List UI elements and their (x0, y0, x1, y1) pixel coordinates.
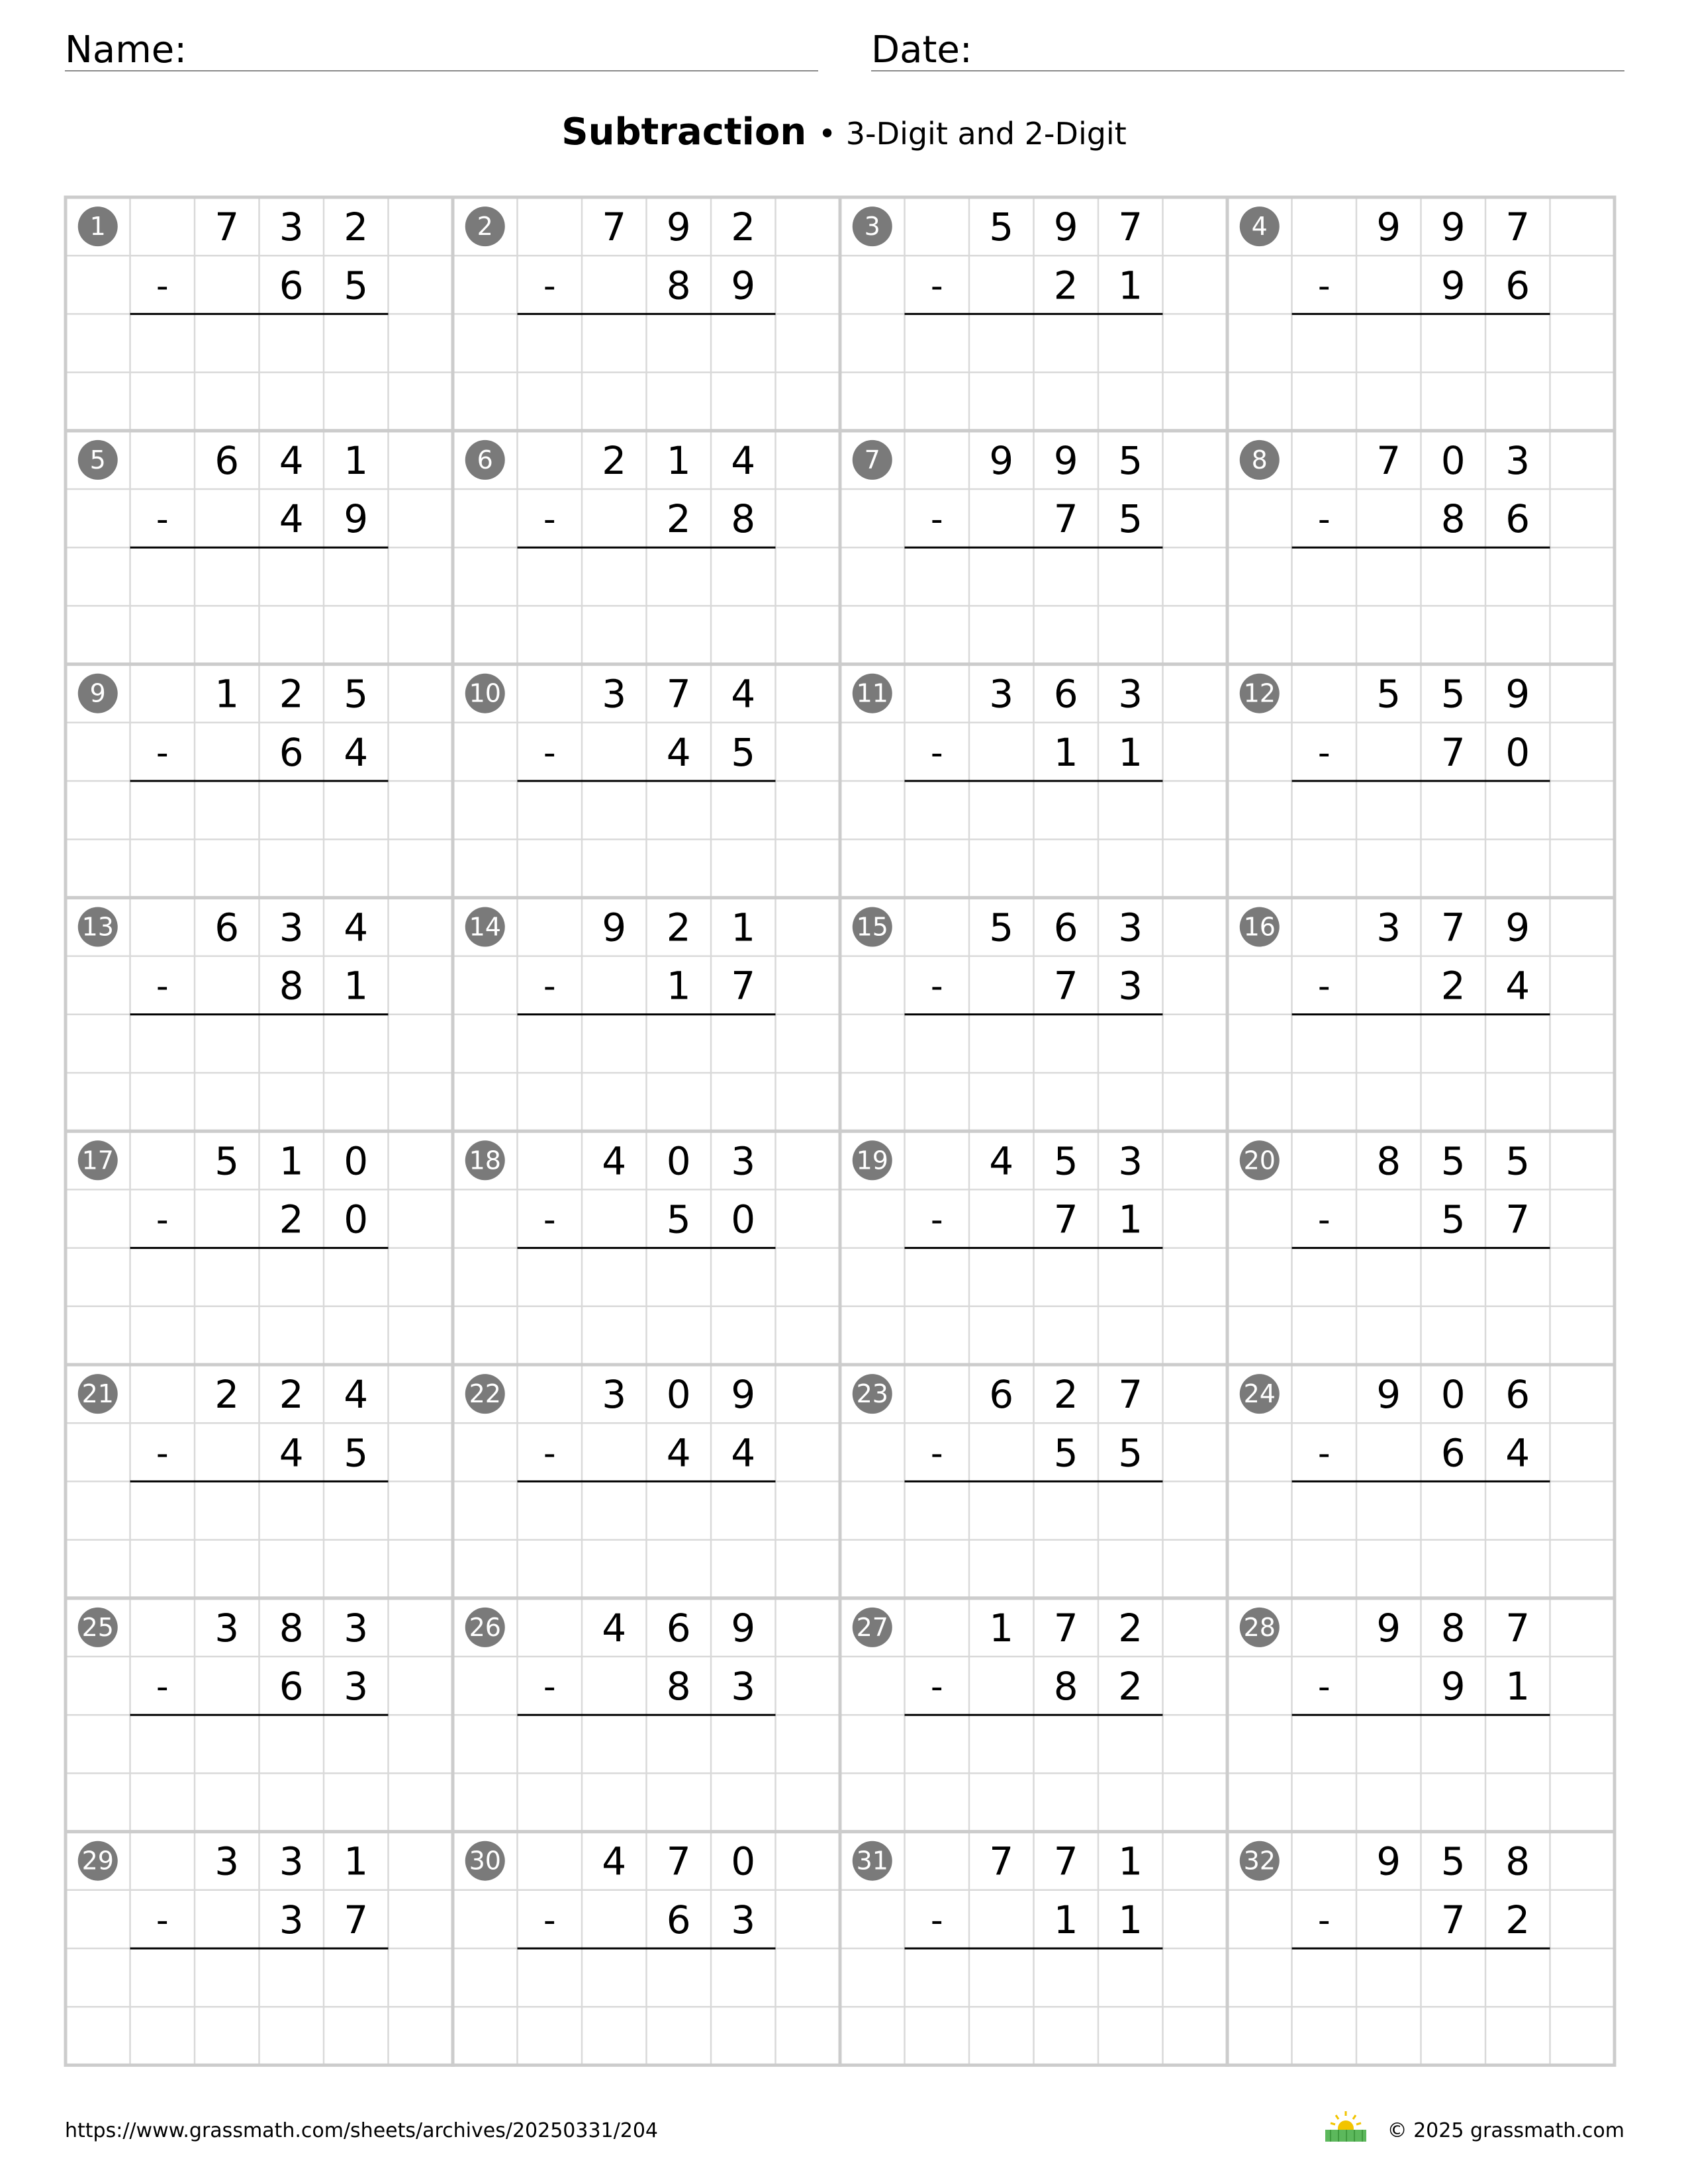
subtrahend-digit: 8 (1053, 1664, 1078, 1709)
minuend-digit: 5 (1440, 1839, 1466, 1884)
minus-sign: - (156, 966, 169, 1007)
problem-number: 19 (856, 1146, 888, 1175)
minuend-digit: 6 (1053, 671, 1078, 717)
minuend-digit: 2 (731, 205, 756, 250)
subtrahend-digit: 4 (279, 1430, 304, 1476)
minuend-digit: 5 (1440, 1138, 1466, 1184)
minuend-digit: 9 (1376, 1605, 1401, 1651)
minuend-digit: 7 (1053, 1605, 1078, 1651)
minuend-digit: 1 (666, 437, 691, 483)
subtrahend-digit: 6 (1440, 1430, 1466, 1476)
subtrahend-digit: 2 (1505, 1897, 1530, 1942)
subtrahend-digit: 7 (1053, 496, 1078, 542)
problem-number: 16 (1243, 912, 1276, 942)
problem-number: 1 (89, 212, 106, 242)
minuend-digit: 7 (1505, 205, 1530, 250)
minus-sign: - (156, 1900, 169, 1940)
minuend-digit: 5 (989, 205, 1014, 250)
minuend-digit: 4 (731, 437, 756, 483)
subtrahend-digit: 7 (1440, 1897, 1466, 1942)
minuend-digit: 3 (731, 1138, 756, 1184)
minus-sign: - (543, 1667, 556, 1707)
minuend-digit: 3 (214, 1839, 240, 1884)
subtrahend-digit: 2 (1053, 263, 1078, 308)
minuend-digit: 3 (1118, 905, 1143, 950)
subtrahend-digit: 3 (1118, 963, 1143, 1009)
problem-number: 32 (1243, 1846, 1276, 1876)
subtrahend-digit: 9 (1440, 1664, 1466, 1709)
minus-sign: - (930, 500, 943, 540)
minuend-digit: 4 (731, 671, 756, 717)
minuend-digit: 4 (344, 905, 369, 950)
minuend-digit: 3 (279, 905, 304, 950)
minuend-digit: 3 (1118, 1138, 1143, 1184)
minus-sign: - (1317, 1200, 1331, 1240)
minuend-digit: 5 (344, 671, 369, 717)
subtrahend-digit: 4 (1505, 1430, 1530, 1476)
minuend-digit: 1 (214, 671, 240, 717)
subtrahend-digit: 8 (666, 263, 691, 308)
name-label: Name: (65, 28, 187, 71)
subtrahend-digit: 0 (1505, 729, 1530, 775)
problem-number: 25 (81, 1612, 114, 1642)
problem-number: 23 (856, 1379, 888, 1409)
minuend-digit: 0 (666, 1138, 691, 1184)
minuend-digit: 7 (666, 671, 691, 717)
minuend-digit: 9 (1376, 205, 1401, 250)
subtrahend-digit: 5 (344, 1430, 369, 1476)
subtrahend-digit: 5 (344, 263, 369, 308)
problem-number: 29 (81, 1846, 114, 1876)
minuend-digit: 8 (1505, 1839, 1530, 1884)
subtrahend-digit: 4 (731, 1430, 756, 1476)
subtrahend-digit: 2 (1440, 963, 1466, 1009)
subtrahend-digit: 3 (731, 1897, 756, 1942)
subtrahend-digit: 6 (666, 1897, 691, 1942)
minuend-digit: 7 (1118, 205, 1143, 250)
problem-number: 20 (1243, 1146, 1276, 1175)
subtrahend-digit: 0 (731, 1197, 756, 1242)
problem-number: 31 (856, 1846, 888, 1876)
minus-sign: - (1317, 1900, 1331, 1940)
minus-sign: - (930, 1433, 943, 1474)
minus-sign: - (930, 1667, 943, 1707)
problem-number: 26 (469, 1612, 501, 1642)
minus-sign: - (156, 500, 169, 540)
minuend-digit: 2 (1118, 1605, 1143, 1651)
minuend-digit: 9 (1053, 437, 1078, 483)
minuend-digit: 7 (989, 1839, 1014, 1884)
problem-number: 13 (81, 912, 114, 942)
problem-number: 8 (1251, 445, 1268, 475)
subtrahend-digit: 1 (1118, 1197, 1143, 1242)
minus-sign: - (543, 1200, 556, 1240)
minuend-digit: 3 (1118, 671, 1143, 717)
subtrahend-digit: 7 (344, 1897, 369, 1942)
subtrahend-digit: 1 (1053, 1897, 1078, 1942)
minuend-digit: 9 (1505, 905, 1530, 950)
minus-sign: - (156, 733, 169, 773)
minuend-digit: 9 (1505, 671, 1530, 717)
problem-number: 3 (864, 212, 880, 242)
subtrahend-digit: 8 (279, 963, 304, 1009)
minus-sign: - (930, 966, 943, 1007)
problem-number: 6 (477, 445, 493, 475)
subtrahend-digit: 8 (1440, 496, 1466, 542)
minuend-digit: 5 (1376, 671, 1401, 717)
minuend-digit: 1 (344, 1839, 369, 1884)
subtrahend-digit: 1 (1053, 729, 1078, 775)
minuend-digit: 6 (214, 437, 240, 483)
minuend-digit: 4 (602, 1605, 627, 1651)
subtrahend-digit: 1 (344, 963, 369, 1009)
minus-sign: - (156, 1433, 169, 1474)
subtrahend-digit: 9 (344, 496, 369, 542)
minuend-digit: 3 (602, 671, 627, 717)
minuend-digit: 5 (214, 1138, 240, 1184)
minus-sign: - (156, 1200, 169, 1240)
problem-number: 18 (469, 1146, 501, 1175)
subtrahend-digit: 6 (279, 263, 304, 308)
minuend-digit: 9 (989, 437, 1014, 483)
problem-number: 15 (856, 912, 888, 942)
problem-number: 11 (856, 678, 888, 708)
problem-number: 22 (469, 1379, 501, 1409)
minuend-digit: 9 (602, 905, 627, 950)
minuend-digit: 5 (989, 905, 1014, 950)
minuend-digit: 4 (279, 437, 304, 483)
minus-sign: - (930, 1200, 943, 1240)
minuend-digit: 4 (344, 1372, 369, 1418)
problem-number: 17 (81, 1146, 114, 1175)
minuend-digit: 9 (731, 1372, 756, 1418)
minuend-digit: 6 (989, 1372, 1014, 1418)
minuend-digit: 1 (731, 905, 756, 950)
minuend-digit: 7 (1505, 1605, 1530, 1651)
problem-number: 12 (1243, 678, 1276, 708)
subtrahend-digit: 7 (1440, 729, 1466, 775)
minuend-digit: 9 (731, 1605, 756, 1651)
subtrahend-digit: 4 (279, 496, 304, 542)
problem-number: 21 (81, 1379, 114, 1409)
minuend-digit: 3 (279, 1839, 304, 1884)
subtrahend-digit: 6 (279, 1664, 304, 1709)
minuend-digit: 4 (989, 1138, 1014, 1184)
minuend-digit: 7 (666, 1839, 691, 1884)
minuend-digit: 7 (214, 205, 240, 250)
minus-sign: - (930, 266, 943, 306)
minuend-digit: 5 (1440, 671, 1466, 717)
minus-sign: - (156, 266, 169, 306)
subtrahend-digit: 7 (1505, 1197, 1530, 1242)
minuend-digit: 8 (1376, 1138, 1401, 1184)
minuend-digit: 6 (1053, 905, 1078, 950)
minuend-digit: 5 (1053, 1138, 1078, 1184)
date-label: Date: (871, 28, 972, 71)
problem-number: 27 (856, 1612, 888, 1642)
subtrahend-digit: 7 (1053, 1197, 1078, 1242)
minuend-digit: 0 (1440, 437, 1466, 483)
minuend-digit: 8 (1440, 1605, 1466, 1651)
minuend-digit: 0 (344, 1138, 369, 1184)
minus-sign: - (543, 733, 556, 773)
subtrahend-digit: 7 (1053, 963, 1078, 1009)
minuend-digit: 4 (602, 1839, 627, 1884)
minuend-digit: 7 (1376, 437, 1401, 483)
minuend-digit: 9 (1376, 1839, 1401, 1884)
subtrahend-digit: 3 (731, 1664, 756, 1709)
subtrahend-digit: 8 (731, 496, 756, 542)
minuend-digit: 2 (602, 437, 627, 483)
worksheet-subtitle: • 3-Digit and 2-Digit (818, 116, 1127, 152)
minuend-digit: 3 (1505, 437, 1530, 483)
minuend-digit: 1 (344, 437, 369, 483)
minuend-digit: 6 (214, 905, 240, 950)
subtrahend-digit: 2 (1118, 1664, 1143, 1709)
minuend-digit: 9 (1440, 205, 1466, 250)
subtrahend-digit: 6 (1505, 496, 1530, 542)
minuend-digit: 6 (1505, 1372, 1530, 1418)
minus-sign: - (930, 733, 943, 773)
problem-number: 2 (477, 212, 493, 242)
minuend-digit: 2 (666, 905, 691, 950)
subtrahend-digit: 1 (666, 963, 691, 1009)
minus-sign: - (156, 1667, 169, 1707)
minuend-digit: 2 (279, 671, 304, 717)
minuend-digit: 5 (1505, 1138, 1530, 1184)
problem-number: 24 (1243, 1379, 1276, 1409)
minuend-digit: 1 (1118, 1839, 1143, 1884)
minuend-digit: 2 (214, 1372, 240, 1418)
minuend-digit: 7 (1440, 905, 1466, 950)
footer-url[interactable]: https://www.grassmath.com/sheets/archives/20250331/204 (65, 2119, 659, 2142)
minuend-digit: 3 (344, 1605, 369, 1651)
minus-sign: - (543, 966, 556, 1007)
subtrahend-digit: 1 (1505, 1664, 1530, 1709)
subtrahend-digit: 5 (731, 729, 756, 775)
minuend-digit: 0 (666, 1372, 691, 1418)
minus-sign: - (543, 500, 556, 540)
subtrahend-digit: 9 (731, 263, 756, 308)
problem-number: 30 (469, 1846, 501, 1876)
minus-sign: - (543, 1433, 556, 1474)
minuend-digit: 2 (1053, 1372, 1078, 1418)
subtrahend-digit: 4 (344, 729, 369, 775)
subtrahend-digit: 5 (666, 1197, 691, 1242)
sun-over-grass-icon (1324, 2110, 1368, 2143)
subtrahend-digit: 9 (1440, 263, 1466, 308)
problem-number: 7 (864, 445, 880, 475)
minuend-digit: 4 (602, 1138, 627, 1184)
minuend-digit: 0 (1440, 1372, 1466, 1418)
minus-sign: - (1317, 1667, 1331, 1707)
minus-sign: - (930, 1900, 943, 1940)
subtrahend-digit: 3 (279, 1897, 304, 1942)
subtrahend-digit: 5 (1053, 1430, 1078, 1476)
minuend-digit: 1 (279, 1138, 304, 1184)
minus-sign: - (543, 1900, 556, 1940)
subtrahend-digit: 7 (731, 963, 756, 1009)
subtrahend-digit: 5 (1440, 1197, 1466, 1242)
minuend-digit: 8 (279, 1605, 304, 1651)
footer-copyright: © 2025 grassmath.com (1387, 2119, 1624, 2142)
subtrahend-digit: 1 (1118, 729, 1143, 775)
subtrahend-digit: 5 (1118, 496, 1143, 542)
minuend-digit: 5 (1118, 437, 1143, 483)
minuend-digit: 9 (666, 205, 691, 250)
minus-sign: - (543, 266, 556, 306)
subtrahend-digit: 3 (344, 1664, 369, 1709)
subtrahend-digit: 1 (1118, 263, 1143, 308)
subtrahend-digit: 6 (1505, 263, 1530, 308)
minuend-digit: 7 (1053, 1839, 1078, 1884)
problem-number: 4 (1251, 212, 1268, 242)
minuend-digit: 2 (279, 1372, 304, 1418)
minuend-digit: 3 (1376, 905, 1401, 950)
subtrahend-digit: 4 (666, 1430, 691, 1476)
minuend-digit: 0 (731, 1839, 756, 1884)
minuend-digit: 7 (1118, 1372, 1143, 1418)
problem-number: 10 (469, 678, 501, 708)
subtrahend-digit: 8 (666, 1664, 691, 1709)
minuend-digit: 3 (602, 1372, 627, 1418)
worksheet-title: Subtraction (561, 111, 807, 154)
subtrahend-digit: 2 (666, 496, 691, 542)
minuend-digit: 3 (989, 671, 1014, 717)
subtrahend-digit: 4 (666, 729, 691, 775)
subtrahend-digit: 5 (1118, 1430, 1143, 1476)
problem-number: 28 (1243, 1612, 1276, 1642)
minuend-digit: 1 (989, 1605, 1014, 1651)
subtrahend-digit: 4 (1505, 963, 1530, 1009)
minuend-digit: 3 (279, 205, 304, 250)
problem-number: 5 (89, 445, 106, 475)
minus-sign: - (1317, 1433, 1331, 1474)
problem-number: 9 (89, 678, 106, 708)
minuend-digit: 9 (1376, 1372, 1401, 1418)
minuend-digit: 3 (214, 1605, 240, 1651)
minus-sign: - (1317, 966, 1331, 1007)
subtrahend-digit: 6 (279, 729, 304, 775)
minuend-digit: 7 (602, 205, 627, 250)
subtrahend-digit: 2 (279, 1197, 304, 1242)
minuend-digit: 9 (1053, 205, 1078, 250)
subtrahend-digit: 0 (344, 1197, 369, 1242)
problem-number: 14 (469, 912, 501, 942)
minus-sign: - (1317, 266, 1331, 306)
subtrahend-digit: 1 (1118, 1897, 1143, 1942)
minus-sign: - (1317, 733, 1331, 773)
minus-sign: - (1317, 500, 1331, 540)
minuend-digit: 6 (666, 1605, 691, 1651)
minuend-digit: 2 (344, 205, 369, 250)
